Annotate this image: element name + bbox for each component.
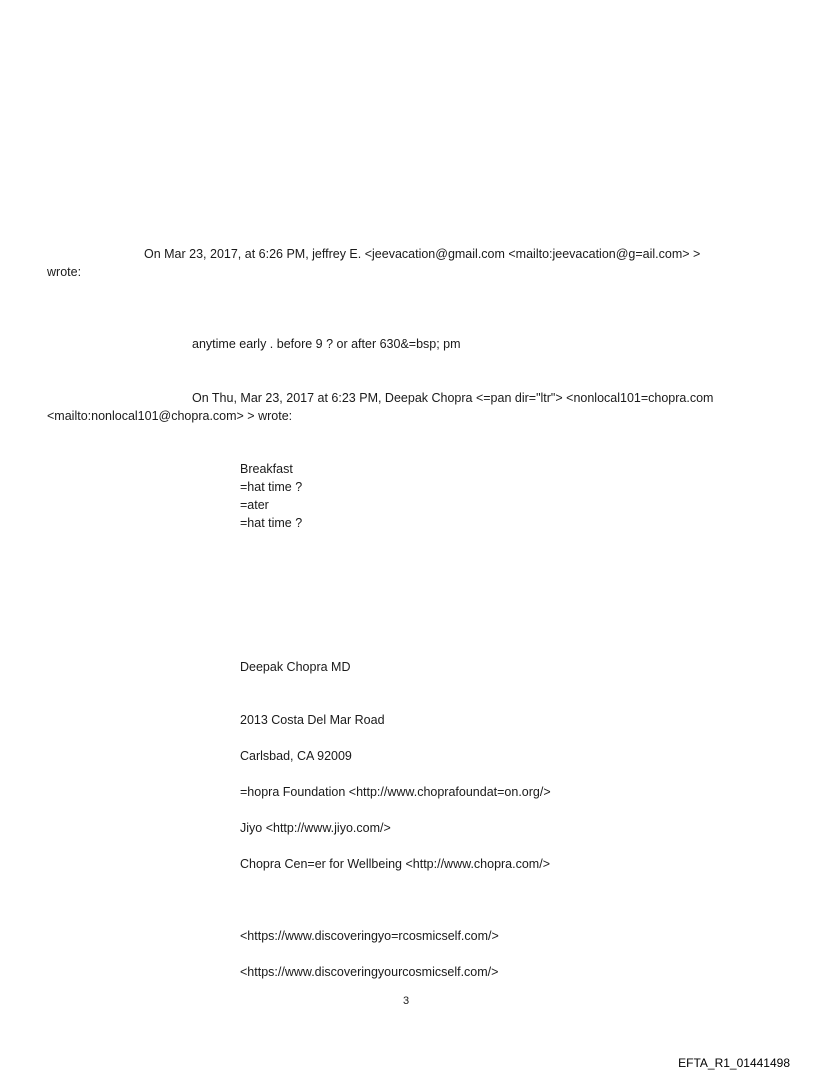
signature-link-wellbeing: Chopra Cen=er for Wellbeing <http://www.chopra.com/>: [240, 857, 550, 871]
signature-link-cosmicself: <https://www.discoveringyo=rcosmicself.com/>: [240, 929, 499, 943]
reply2-body-line: =hat time ?: [240, 480, 303, 494]
document-id: EFTA_R1_01441498: [678, 1056, 790, 1070]
reply1-body: anytime early . before 9 ? or after 630&=bsp; pm: [192, 337, 461, 351]
signature-address2: Carlsbad, CA 92009: [240, 749, 352, 763]
reply2-header-line1: On Thu, Mar 23, 2017 at 6:23 PM, Deepak Chopra <=pan dir="ltr"> <nonlocal101=chopra.com: [192, 391, 714, 405]
reply1-header-line2: wrote:: [47, 265, 82, 279]
reply2-body-line: =ater: [240, 498, 269, 512]
signature-link-cosmicself-2: <https://www.discoveringyourcosmicself.com/>: [240, 965, 499, 979]
reply1-header-line1: On Mar 23, 2017, at 6:26 PM, jeffrey E. <jeevacation@gmail.com <mailto:jeevacation@g=ail.com> >: [144, 247, 701, 261]
signature-link-jiyo: Jiyo <http://www.jiyo.com/>: [240, 821, 391, 835]
page-number: 3: [403, 995, 410, 1007]
reply2-header-line2: <mailto:nonlocal101@chopra.com> > wrote:: [47, 409, 293, 423]
signature-link-foundation: =hopra Foundation <http://www.choprafoundat=on.org/>: [240, 785, 551, 799]
signature-name: Deepak Chopra MD: [240, 660, 351, 674]
reply2-body-line: Breakfast: [240, 462, 293, 476]
signature-address1: 2013 Costa Del Mar Road: [240, 713, 385, 727]
reply2-body-line: =hat time ?: [240, 516, 303, 530]
